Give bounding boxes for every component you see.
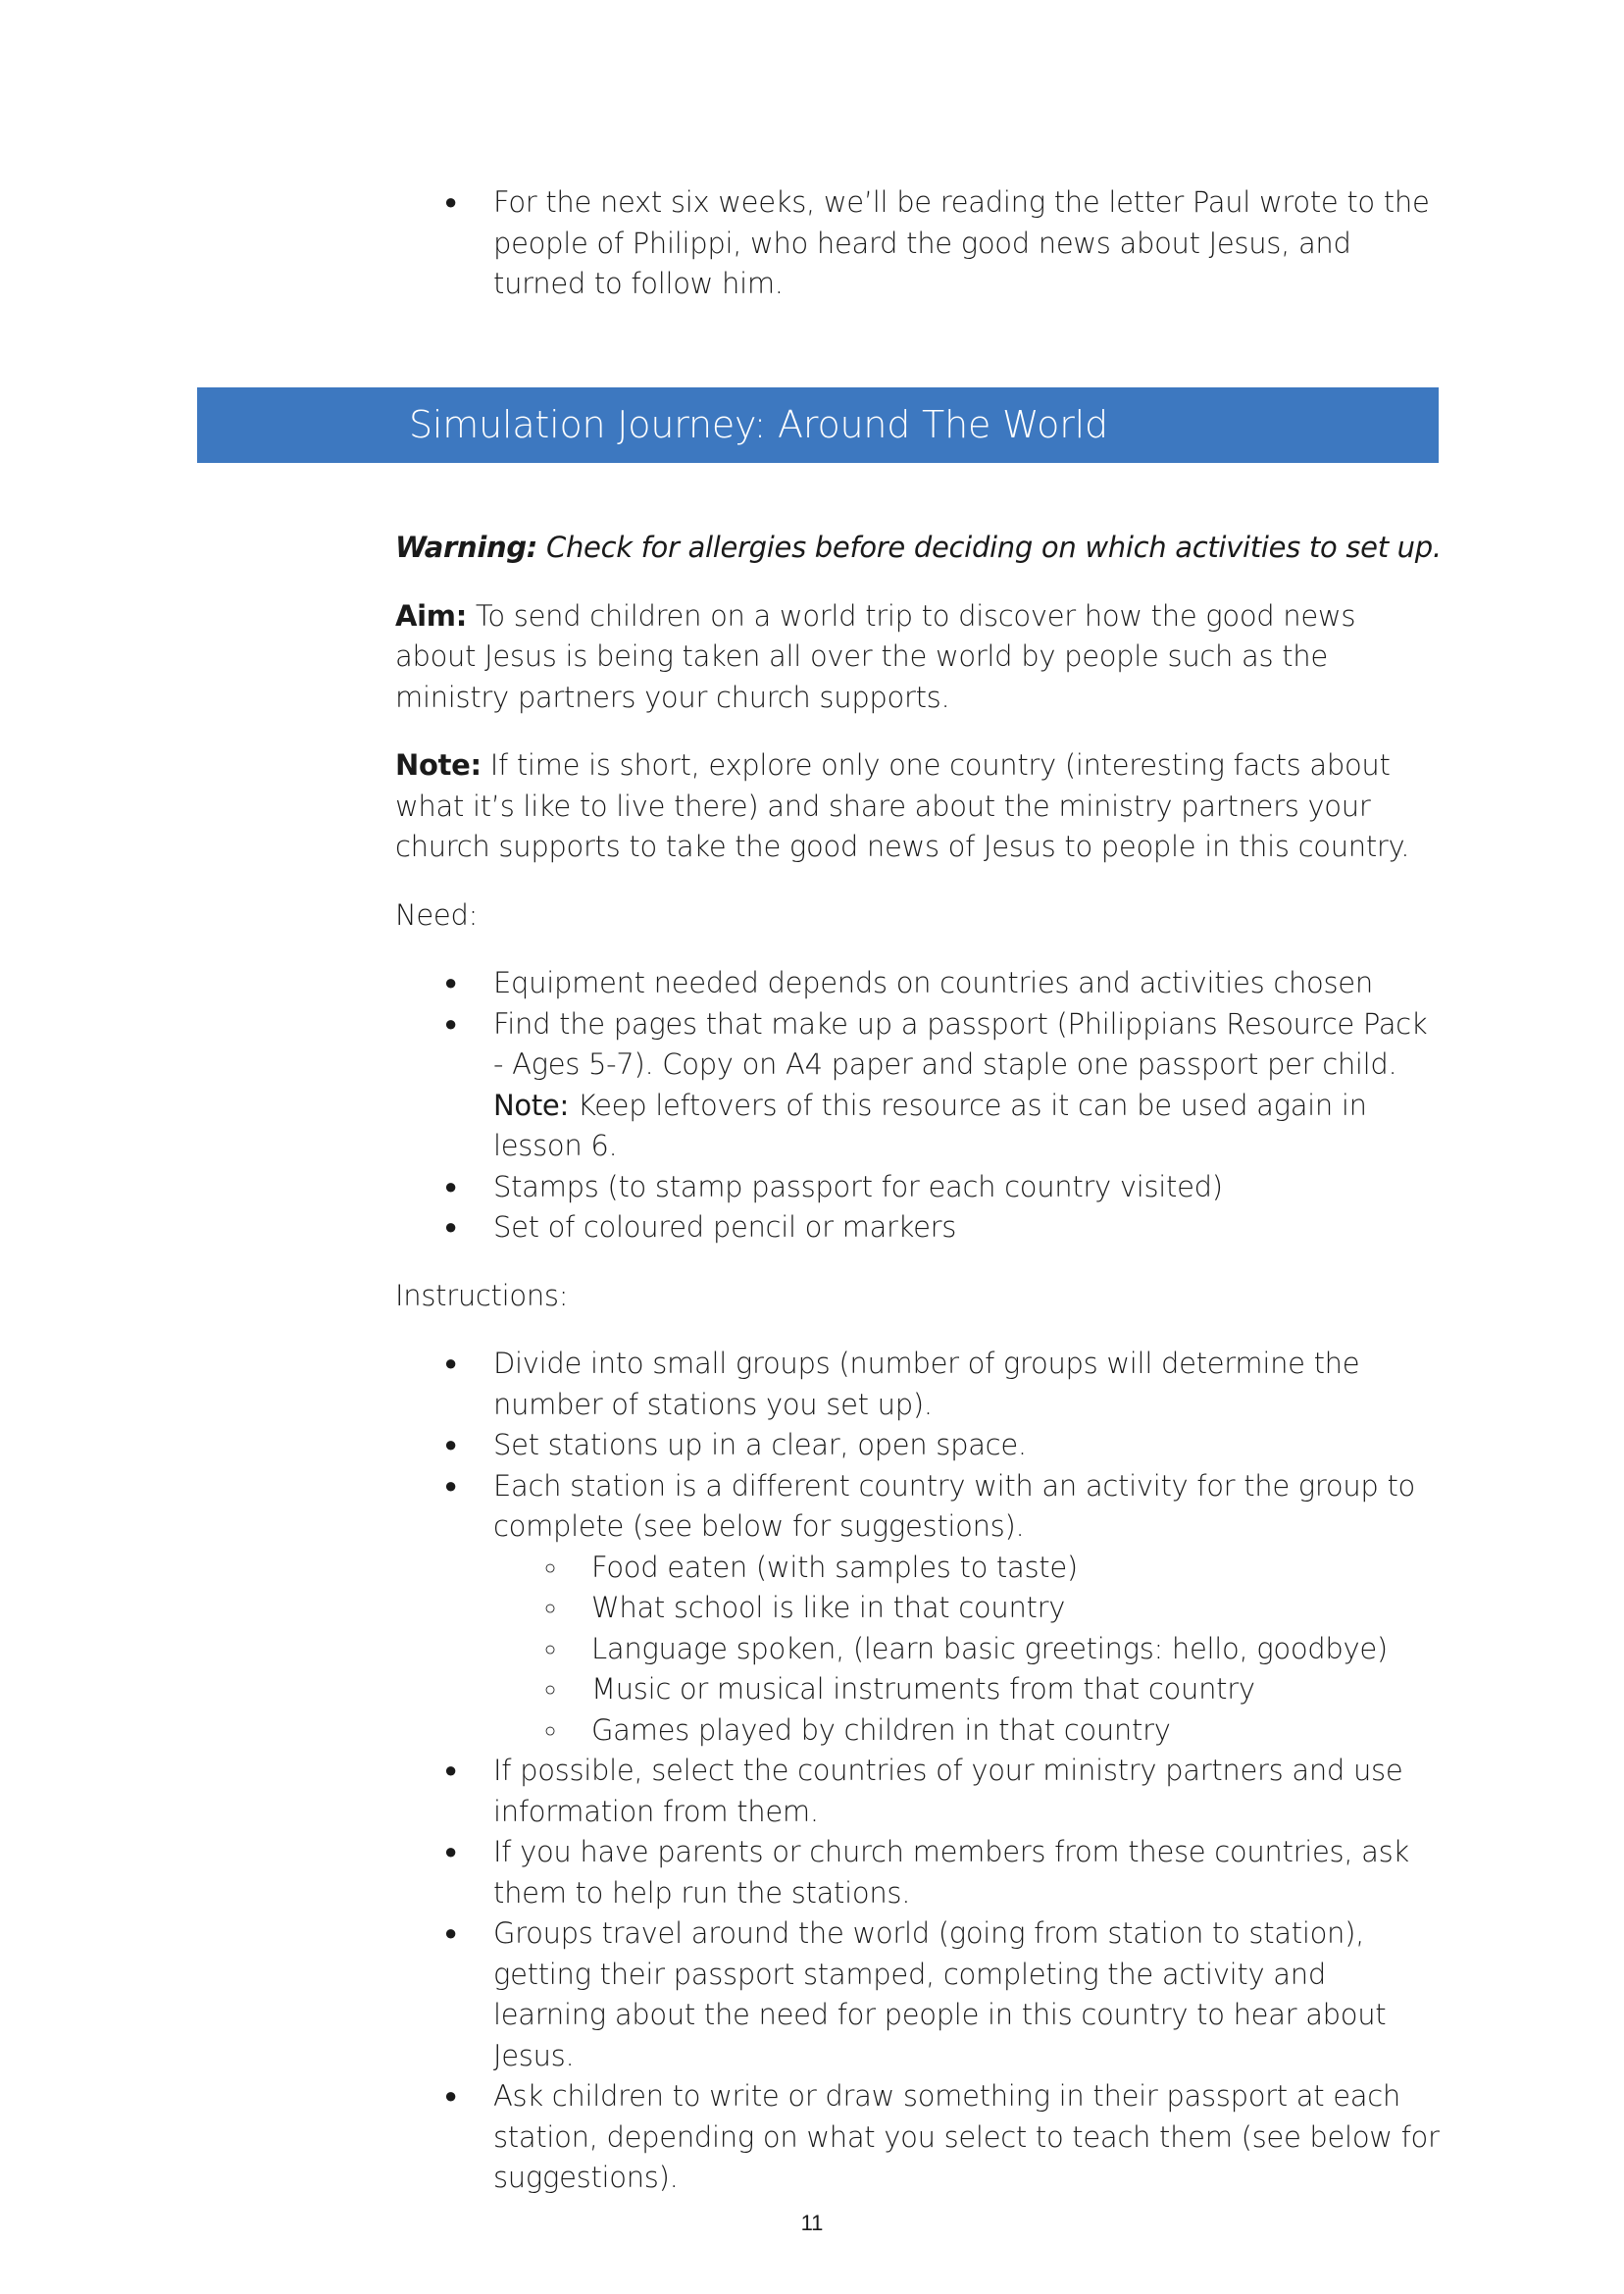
list-item-text: If you have parents or church members from these countries, ask them to help run the stations.	[493, 1835, 1409, 1910]
passport-note-label: Note:	[493, 1088, 569, 1122]
sub-list-item-text: Music or musical instruments from that country	[591, 1672, 1255, 1706]
station-activity-sublist	[493, 1548, 1445, 1752]
list-item	[444, 1751, 1445, 1832]
need-heading: Need:	[395, 897, 479, 932]
bullet-icon: ●	[444, 1840, 457, 1864]
list-item-text: Divide into small groups (number of groups will determine the number of stations you set up).	[493, 1347, 1360, 1421]
list-item	[444, 2076, 1445, 2199]
bullet-icon: ●	[444, 1433, 457, 1457]
instructions-list	[444, 1344, 1445, 1548]
bullet-icon: ●	[444, 1215, 457, 1240]
circle-bullet-icon: ○	[544, 1717, 556, 1742]
bullet-icon: ●	[444, 1921, 457, 1946]
bullet-icon: ●	[444, 971, 457, 995]
list-item	[444, 963, 1445, 1004]
intro-block	[444, 182, 1445, 305]
section-title: Simulation Journey: Around The World	[409, 403, 1108, 446]
need-list	[444, 963, 1445, 1249]
section-body	[395, 528, 1445, 2226]
sub-list-item-text: Language spoken, (learn basic greetings: hello, goodbye)	[591, 1631, 1388, 1665]
list-item-text: Stamps (to stamp passport for each country visited)	[493, 1169, 1223, 1203]
circle-bullet-icon: ○	[544, 1677, 556, 1701]
list-item	[444, 1466, 1445, 1548]
need-list-wrap	[444, 963, 1445, 1249]
note-label: Note:	[395, 748, 482, 782]
bullet-icon: ●	[444, 190, 457, 215]
list-item-text: Groups travel around the world (going from station to station), getting their passport stamped, completing the activity and learning about the need for people in this country to hear about Jesus.	[493, 1916, 1387, 2072]
list-item-text: Ask children to write or draw something in their passport at each station, depending on what you select to teach them (see below for suggestions).	[493, 2079, 1440, 2194]
list-item	[444, 1425, 1445, 1466]
bullet-icon: ●	[444, 1759, 457, 1783]
sub-list-item-text: Food eaten (with samples to taste)	[591, 1550, 1078, 1584]
bullet-icon: ●	[444, 2084, 457, 2109]
list-item-text: Equipment needed depends on countries and activities chosen	[493, 966, 1373, 999]
sub-list-item	[544, 1710, 1445, 1752]
bullet-icon: ●	[444, 1351, 457, 1376]
instructions-heading: Instructions:	[395, 1278, 569, 1312]
bullet-icon: ●	[444, 1011, 457, 1037]
sub-list-item	[544, 1548, 1445, 1589]
list-item-text: For the next six weeks, we’ll be reading the letter Paul wrote to the people of Philippi, who heard the good news about Jesus, and turned to follow him.	[493, 185, 1430, 300]
list-item	[444, 182, 1445, 305]
sub-list-item	[544, 1629, 1445, 1670]
intro-bullet-list	[444, 182, 1445, 305]
sub-list-item	[544, 1669, 1445, 1710]
circle-bullet-icon: ○	[544, 1636, 556, 1660]
sub-list-item-text: Games played by children in that country	[591, 1712, 1171, 1747]
list-item	[444, 1167, 1445, 1208]
list-item-text: Set stations up in a clear, open space.	[493, 1428, 1027, 1461]
bullet-icon: ●	[444, 1174, 457, 1199]
list-item-text: Find the pages that make up a passport (Philippians Resource Pack - Ages 5-7). Copy on A4 paper and staple one passport per child.	[493, 1006, 1428, 1081]
warning-label: Warning:	[395, 531, 538, 564]
section-header-banner	[197, 387, 1439, 463]
instructions-list-continued	[444, 1751, 1445, 2199]
list-item	[444, 1004, 1445, 1167]
aim-paragraph	[395, 596, 1445, 719]
warning-text: Check for allergies before deciding on which activities to set up.	[537, 531, 1442, 564]
circle-bullet-icon: ○	[544, 1555, 556, 1579]
page-number: 11	[800, 2211, 824, 2235]
note-paragraph	[395, 745, 1445, 868]
aim-label: Aim:	[395, 598, 467, 633]
note-text: If time is short, explore only one country (interesting facts about what it’s like to live there) and share about the ministry partners your church supports to take the good news of Jesus to people in this country.	[395, 748, 1410, 863]
list-item	[444, 1207, 1445, 1249]
list-item-text: If possible, select the countries of your ministry partners and use information from them.	[493, 1754, 1403, 1828]
bullet-icon: ●	[444, 1473, 457, 1499]
circle-bullet-icon: ○	[544, 1596, 556, 1619]
list-item-text: Set of coloured pencil or markers	[493, 1210, 957, 1244]
aim-text: To send children on a world trip to discover how the good news about Jesus is being taken all over the world by people such as the ministry partners your church supports.	[395, 598, 1356, 714]
sub-list-item-text: What school is like in that country	[591, 1591, 1066, 1624]
passport-note-text: Keep leftovers of this resource as it can be used again in lesson 6.	[493, 1088, 1367, 1162]
warning-paragraph	[395, 528, 1445, 569]
list-item	[444, 1344, 1445, 1425]
list-item	[444, 1913, 1445, 2076]
list-item	[444, 1832, 1445, 1913]
list-item-text: Each station is a different country with an activity for the group to complete (see below for suggestions).	[493, 1468, 1415, 1543]
sub-list-item	[544, 1588, 1445, 1629]
instructions-list-wrap	[444, 1344, 1445, 2199]
